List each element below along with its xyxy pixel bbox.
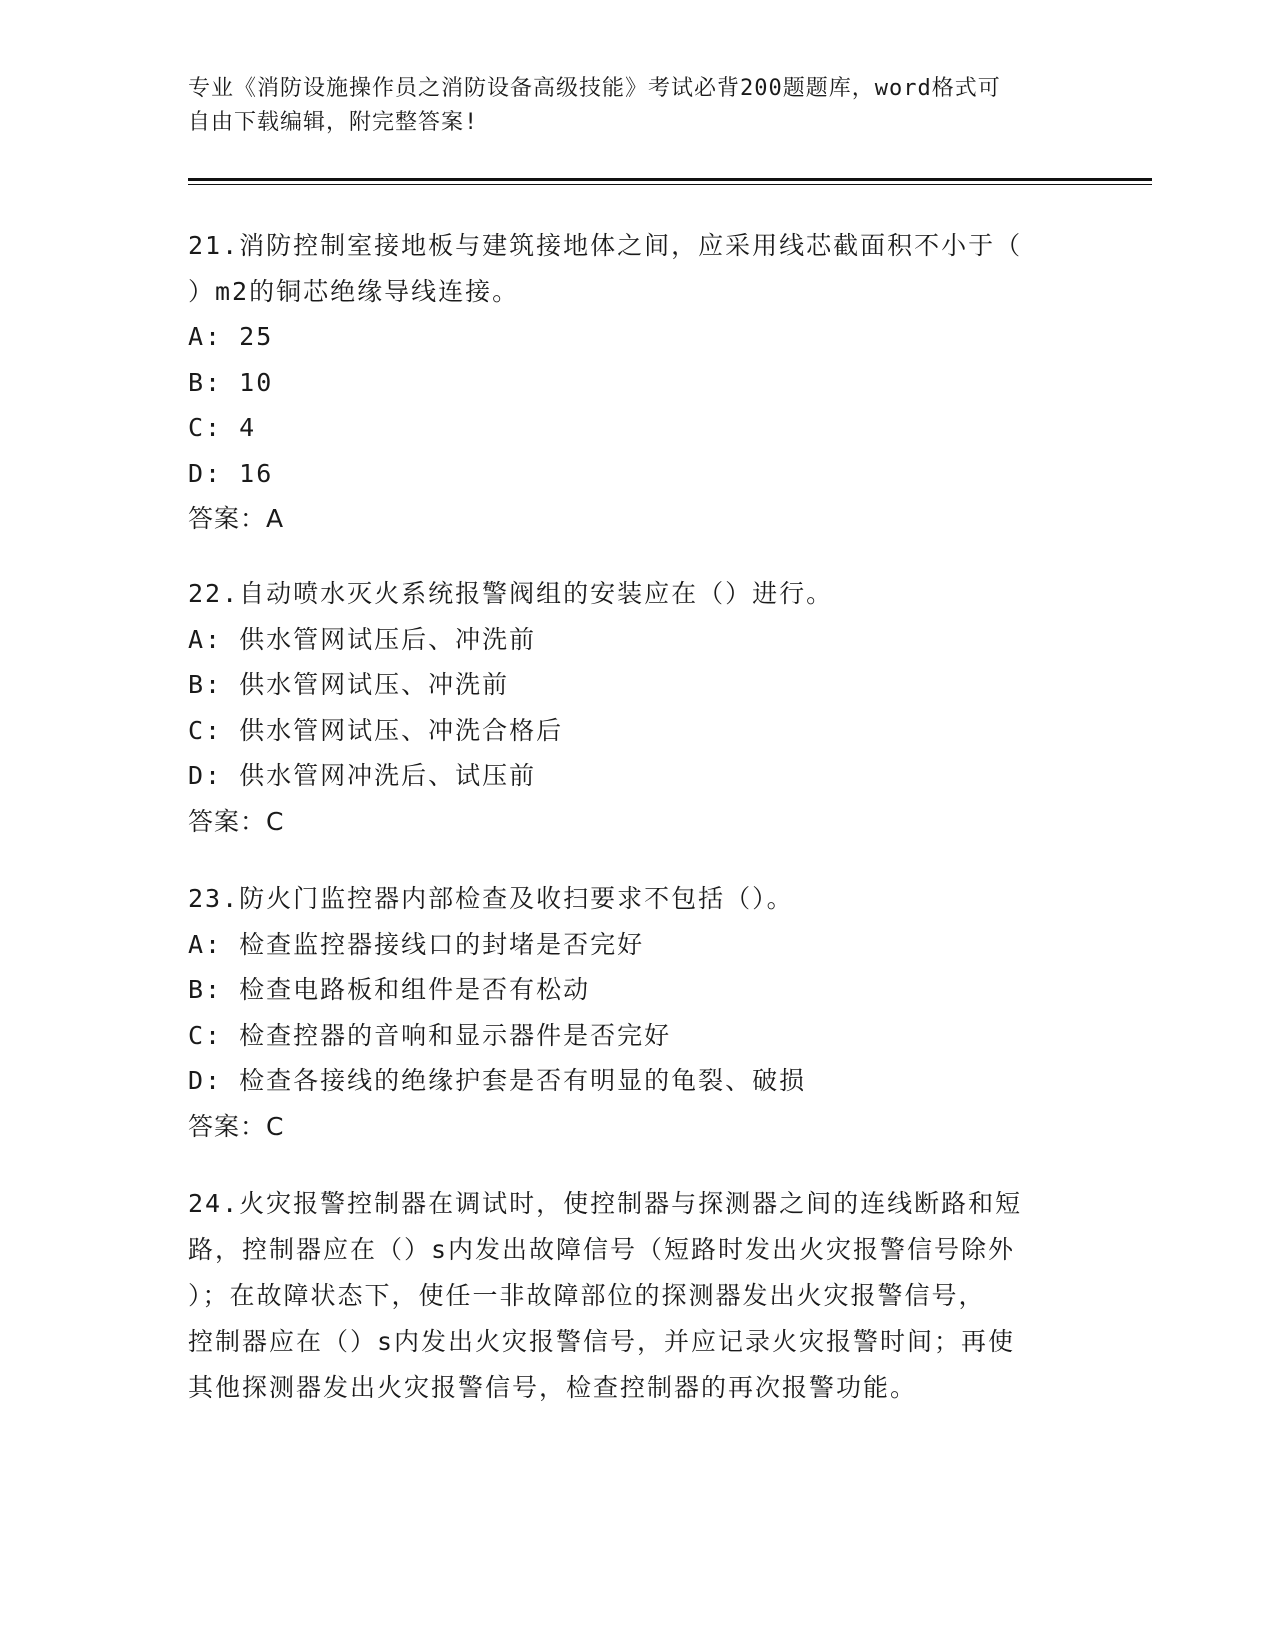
question-text: 其他探测器发出火灾报警信号，检查控制器的再次报警功能。 (188, 1373, 918, 1402)
option-b: B: 检查电路板和组件是否有松动 (188, 975, 591, 1004)
question-text: 23.防火门监控器内部检查及收扫要求不包括（）。 (188, 884, 794, 913)
question-22 (188, 571, 1088, 844)
header-line-1: 专业《消防设施操作员之消防设备高级技能》考试必背200题题库，word格式可 (188, 76, 1001, 101)
question-text: 22.自动喷水灭火系统报警阀组的安装应在（）进行。 (188, 579, 834, 608)
question-21 (188, 223, 1088, 542)
option-d: D: 供水管网冲洗后、试压前 (188, 761, 537, 790)
option-d: D: 检查各接线的绝缘护套是否有明显的龟裂、破损 (188, 1066, 807, 1095)
option-d: D: 16 (188, 458, 274, 488)
document-header (188, 72, 1088, 140)
header-divider-thick (188, 178, 1152, 181)
option-b: B: 供水管网试压、冲洗前 (188, 670, 510, 699)
option-a: A: 25 (188, 322, 274, 351)
question-text: 路，控制器应在（）s内发出故障信号（短路时发出火灾报警信号除外 (188, 1235, 1016, 1264)
option-c: C: 供水管网试压、冲洗合格后 (188, 715, 564, 745)
question-24 (188, 1181, 1088, 1411)
question-text: 21.消防控制室接地板与建筑接地体之间，应采用线芯截面积不小于（ (188, 231, 1023, 260)
question-text: ）；在故障状态下，使任一非故障部位的探测器发出火灾报警信号， (188, 1281, 986, 1310)
option-a: A: 供水管网试压后、冲洗前 (188, 624, 537, 654)
question-text: 控制器应在（）s内发出火灾报警信号，并应记录火灾报警时间；再使 (188, 1327, 1016, 1356)
option-c: C: 4 (188, 413, 257, 442)
option-c: C: 检查控器的音响和显示器件是否完好 (188, 1020, 672, 1050)
option-b: B: 10 (188, 367, 274, 397)
header-line-2: 自由下载编辑，附完整答案! (188, 110, 479, 135)
option-a: A: 检查监控器接线口的封堵是否完好 (188, 929, 645, 959)
question-text: ）m2的铜芯绝缘导线连接。 (188, 276, 520, 306)
header-divider-thin (188, 184, 1152, 185)
question-text: 24.火灾报警控制器在调试时，使控制器与探测器之间的连线断路和短 (188, 1189, 1023, 1218)
answer: 答案：C (188, 1111, 285, 1141)
question-23 (188, 876, 1088, 1149)
answer: 答案：C (188, 806, 285, 836)
answer: 答案：A (188, 504, 285, 533)
